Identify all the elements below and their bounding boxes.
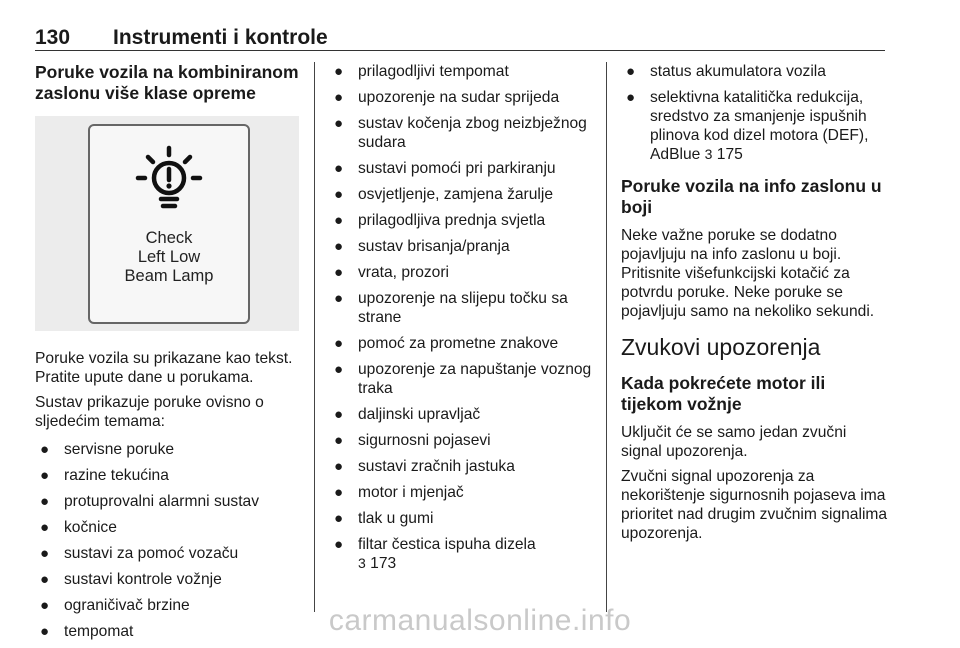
list-item-text: vrata, prozori	[358, 264, 449, 281]
bullet: ●	[334, 290, 344, 307]
list-item-text: motor i mjenjač	[358, 484, 464, 501]
list-item	[329, 62, 597, 81]
bullet: ●	[334, 458, 344, 475]
list-item	[329, 211, 597, 230]
topic-list-2	[329, 62, 597, 573]
column-2	[329, 62, 597, 580]
list-item	[329, 405, 597, 424]
page-reference-arrow-icon[interactable]: 3	[358, 555, 366, 571]
list-item	[329, 483, 597, 502]
column-divider-2	[606, 62, 607, 612]
column-1	[35, 62, 303, 648]
list-item-text: tlak u gumi	[358, 510, 434, 527]
list-item-text: protuprovalni alarmni sustav	[64, 493, 260, 510]
display-figure	[35, 116, 299, 331]
list-item	[35, 466, 303, 485]
header-rule	[35, 50, 885, 51]
list-item-text: prilagodljiva prednja svjetla	[358, 212, 546, 229]
bullet: ●	[40, 597, 50, 614]
page-reference-arrow-icon[interactable]: 3	[704, 146, 713, 162]
list-item-text: kočnice	[64, 519, 117, 536]
bullet: ●	[626, 89, 636, 106]
bullet: ●	[40, 519, 50, 536]
list-item-text: upozorenje za napuštanje voznog traka	[358, 361, 592, 397]
list-item	[329, 457, 597, 476]
bulb-warning-icon	[134, 144, 204, 214]
section-heading-warning-chimes: Zvukovi upozorenja	[621, 334, 821, 360]
page-number: 130	[35, 26, 71, 49]
watermark: carmanualsonline.info	[328, 604, 632, 637]
display-line-2: Left Low	[137, 248, 201, 266]
list-item	[329, 185, 597, 204]
list-item	[329, 431, 597, 450]
list-item-text: upozorenje na slijepu točku sa strane	[358, 290, 568, 326]
list-item-text: upozorenje na sudar sprijeda	[358, 89, 560, 106]
display-panel	[88, 124, 250, 324]
list-item-text: status akumulatora vozila	[650, 63, 826, 80]
list-item	[35, 492, 303, 511]
list-item-text: sustavi zračnih jastuka	[358, 458, 515, 475]
list-item-text: osvjetljenje, zamjena žarulje	[358, 186, 554, 203]
list-item	[329, 334, 597, 353]
subsection-heading-engine-start: Kada pokrećete motor ili tijekom vožnje	[621, 373, 826, 414]
bullet: ●	[40, 441, 50, 458]
list-item	[35, 440, 303, 459]
list-item-text: sustav brisanja/pranja	[358, 238, 510, 255]
section-heading-combined-display: Poruke vozila na kombiniranom zaslonu više klase opreme	[35, 62, 299, 103]
paragraph: Sustav prikazuje poruke ovisno o sljedećim temama:	[35, 394, 264, 430]
list-item	[621, 62, 889, 81]
page-title: Instrumenti i kontrole	[113, 26, 328, 49]
list-item-text: selektivna katalitička redukcija, sredstvo za smanjenje ispušnih plinova kod dizel motora (DEF), AdBlue	[650, 89, 869, 163]
bullet: ●	[334, 238, 344, 255]
list-item	[329, 360, 597, 398]
column-3	[621, 62, 889, 549]
bullet: ●	[40, 545, 50, 562]
list-item-text: sigurnosni pojasevi	[358, 432, 491, 449]
paragraph: Neke važne poruke se dodatno pojavljuju na info zaslonu u boji. Pritisnite višefunkcijski kotačić za potvrdu poruke. Neke poruke se pojavljuju samo na nekoliko sekundi.	[621, 227, 875, 320]
display-message	[90, 229, 248, 286]
display-line-3: Beam Lamp	[124, 267, 214, 285]
paragraph: Poruke vozila su prikazane kao tekst. Pratite upute dane u porukama.	[35, 350, 293, 386]
bullet: ●	[40, 623, 50, 640]
list-item-text: sustavi za pomoć vozaču	[64, 545, 239, 562]
list-item-text: sustavi pomoći pri parkiranju	[358, 160, 556, 177]
bullet: ●	[334, 89, 344, 106]
bullet: ●	[334, 432, 344, 449]
list-item-text: ograničivač brzine	[64, 597, 190, 614]
bullet: ●	[334, 212, 344, 229]
bullet: ●	[334, 335, 344, 352]
page-reference-link[interactable]: 175	[716, 146, 743, 163]
list-item	[329, 535, 597, 573]
column-divider-1	[314, 62, 315, 612]
list-item-text: filtar čestica ispuha dizela	[358, 536, 536, 553]
bullet: ●	[334, 536, 344, 553]
topic-list-3	[621, 62, 889, 164]
bullet: ●	[334, 484, 344, 501]
bullet: ●	[334, 115, 344, 132]
bullet: ●	[334, 264, 344, 281]
list-item	[329, 289, 597, 327]
bullet: ●	[334, 63, 344, 80]
list-item	[35, 544, 303, 563]
list-item-text: tempomat	[64, 623, 134, 640]
list-item	[35, 570, 303, 589]
page-reference-link[interactable]: 173	[370, 555, 397, 572]
list-item-text: daljinski upravljač	[358, 406, 481, 423]
list-item	[35, 518, 303, 537]
list-item-text: servisne poruke	[64, 441, 175, 458]
list-item	[329, 509, 597, 528]
section-heading-info-display: Poruke vozila na info zaslonu u boji	[621, 176, 882, 217]
list-item	[329, 263, 597, 282]
bullet: ●	[334, 361, 344, 378]
list-item-text: sustavi kontrole vožnje	[64, 571, 222, 588]
paragraph: Zvučni signal upozorenja za nekorištenje sigurnosnih pojaseva ima prioritet nad drugim zvučnim signalima upozorenja.	[621, 468, 888, 542]
list-item	[621, 88, 889, 164]
page-header	[35, 26, 885, 52]
display-line-1: Check	[145, 229, 193, 247]
list-item	[329, 88, 597, 107]
list-item-text: prilagodljivi tempomat	[358, 63, 509, 80]
bullet: ●	[334, 160, 344, 177]
bullet: ●	[334, 186, 344, 203]
list-item-text: razine tekućina	[64, 467, 169, 484]
bullet: ●	[40, 493, 50, 510]
paragraph: Uključit će se samo jedan zvučni signal upozorenja.	[621, 424, 847, 460]
list-item	[329, 237, 597, 256]
bullet: ●	[40, 571, 50, 588]
list-item	[329, 114, 597, 152]
bullet: ●	[334, 510, 344, 527]
list-item-text: sustav kočenja zbog neizbježnog sudara	[358, 115, 587, 151]
list-item-text: pomoć za prometne znakove	[358, 335, 559, 352]
bullet: ●	[626, 63, 636, 80]
bullet: ●	[334, 406, 344, 423]
list-item	[329, 159, 597, 178]
bullet: ●	[40, 467, 50, 484]
